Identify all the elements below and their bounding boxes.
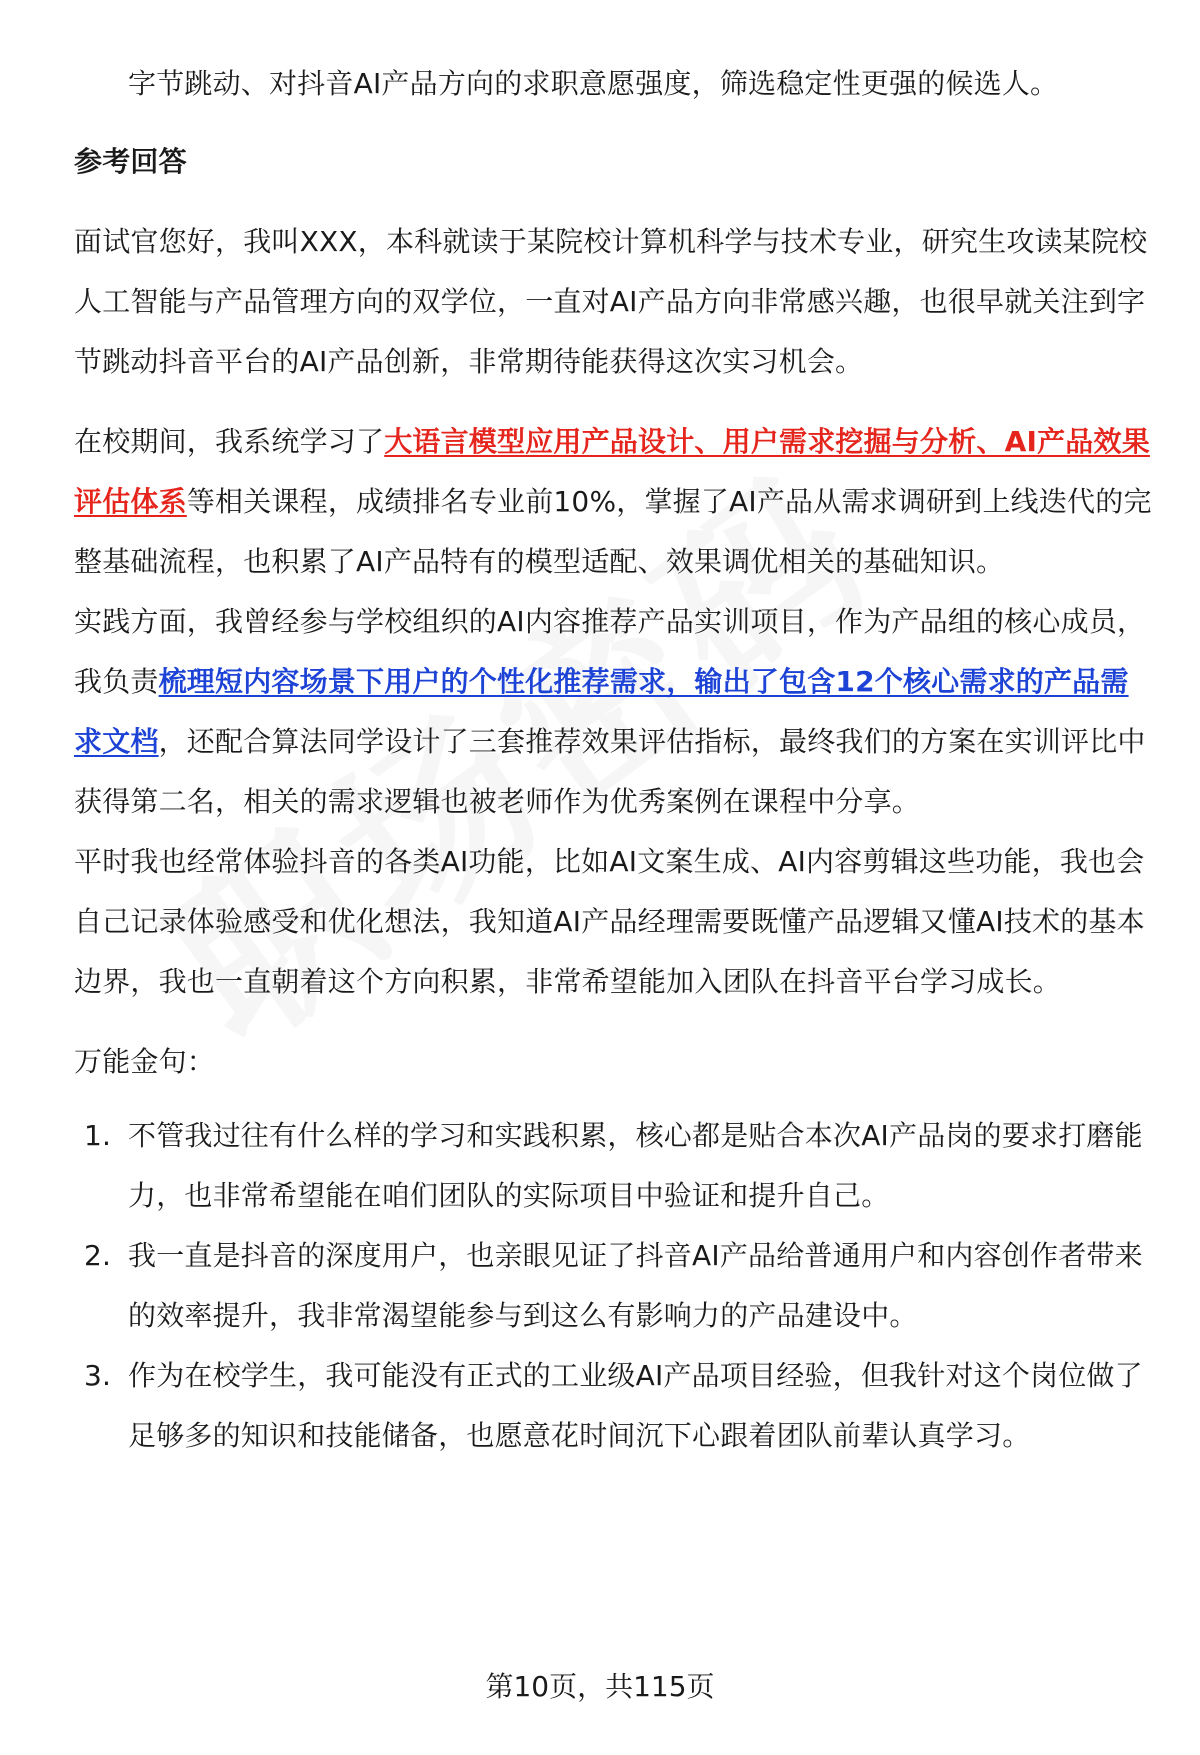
answer-paragraph-practice [74, 592, 1154, 832]
sentence-number: 1. [84, 1119, 112, 1152]
document-content [74, 54, 1154, 1466]
courses-highlight: 大语言模型应用产品设计、用户需求挖掘与分析、AI产品效果评估体系 [74, 425, 1150, 518]
sentence-text: 不管我过往有什么样的学习和实践积累，核心都是贴合本次AI产品岗的要求打磨能力，也非常希望能在咱们团队的实际项目中验证和提升自己。 [128, 1119, 1143, 1212]
sentence-number: 2. [84, 1239, 112, 1272]
practice-text-before: 实践方面，我曾经参与学校组织的AI内容推荐产品实训项目，作为产品组的核心成员，我负责 [74, 605, 1146, 698]
sentence-text: 作为在校学生，我可能没有正式的工业级AI产品项目经验，但我针对这个岗位做了足够多的知识和技能储备，也愿意花时间沉下心跟着团队前辈认真学习。 [128, 1359, 1143, 1452]
sentence-number: 3. [84, 1359, 112, 1392]
sentences-list [74, 1106, 1154, 1466]
page-footer: 第10页，共115页 [485, 1670, 715, 1703]
courses-text-before: 在校期间，我系统学习了 [74, 425, 385, 458]
sentences-label: 万能金句： [74, 1045, 216, 1078]
intro-line: 字节跳动、对抖音AI产品方向的求职意愿强度，筛选稳定性更强的候选人。 [128, 67, 1059, 100]
answer-paragraph-intro: 面试官您好，我叫XXX，本科就读于某院校计算机科学与技术专业，研究生攻读某院校人工智能与产品管理方向的双学位，一直对AI产品方向非常感兴趣，也很早就关注到字节跳动抖音平台的AI产品创新，非常期待能获得这次实习机会。 [74, 225, 1148, 378]
sentence-item [74, 1226, 1154, 1346]
section-heading: 参考回答 [74, 145, 187, 178]
courses-text-after: 等相关课程，成绩排名专业前10%，掌握了AI产品从需求调研到上线迭代的完整基础流程，也积累了AI产品特有的模型适配、效果调优相关的基础知识。 [74, 485, 1152, 578]
answer-paragraph-courses [74, 412, 1154, 592]
sentence-text: 我一直是抖音的深度用户，也亲眼见证了抖音AI产品给普通用户和内容创作者带来的效率提升，我非常渴望能参与到这么有影响力的产品建设中。 [128, 1239, 1143, 1332]
sentence-item [74, 1346, 1154, 1466]
practice-highlight: 梳理短内容场景下用户的个性化推荐需求，输出了包含12个核心需求的产品需求文档 [74, 665, 1129, 758]
sentence-item [74, 1106, 1154, 1226]
practice-text-after: ，还配合算法同学设计了三套推荐效果评估指标，最终我们的方案在实训评比中获得第二名，相关的需求逻辑也被老师作为优秀案例在课程中分享。 [74, 725, 1146, 818]
answer-paragraph-experience: 平时我也经常体验抖音的各类AI功能，比如AI文案生成、AI内容剪辑这些功能，我也会自己记录体验感受和优化想法，我知道AI产品经理需要既懂产品逻辑又懂AI技术的基本边界，我也一直朝着这个方向积累，非常希望能加入团队在抖音平台学习成长。 [74, 845, 1145, 998]
